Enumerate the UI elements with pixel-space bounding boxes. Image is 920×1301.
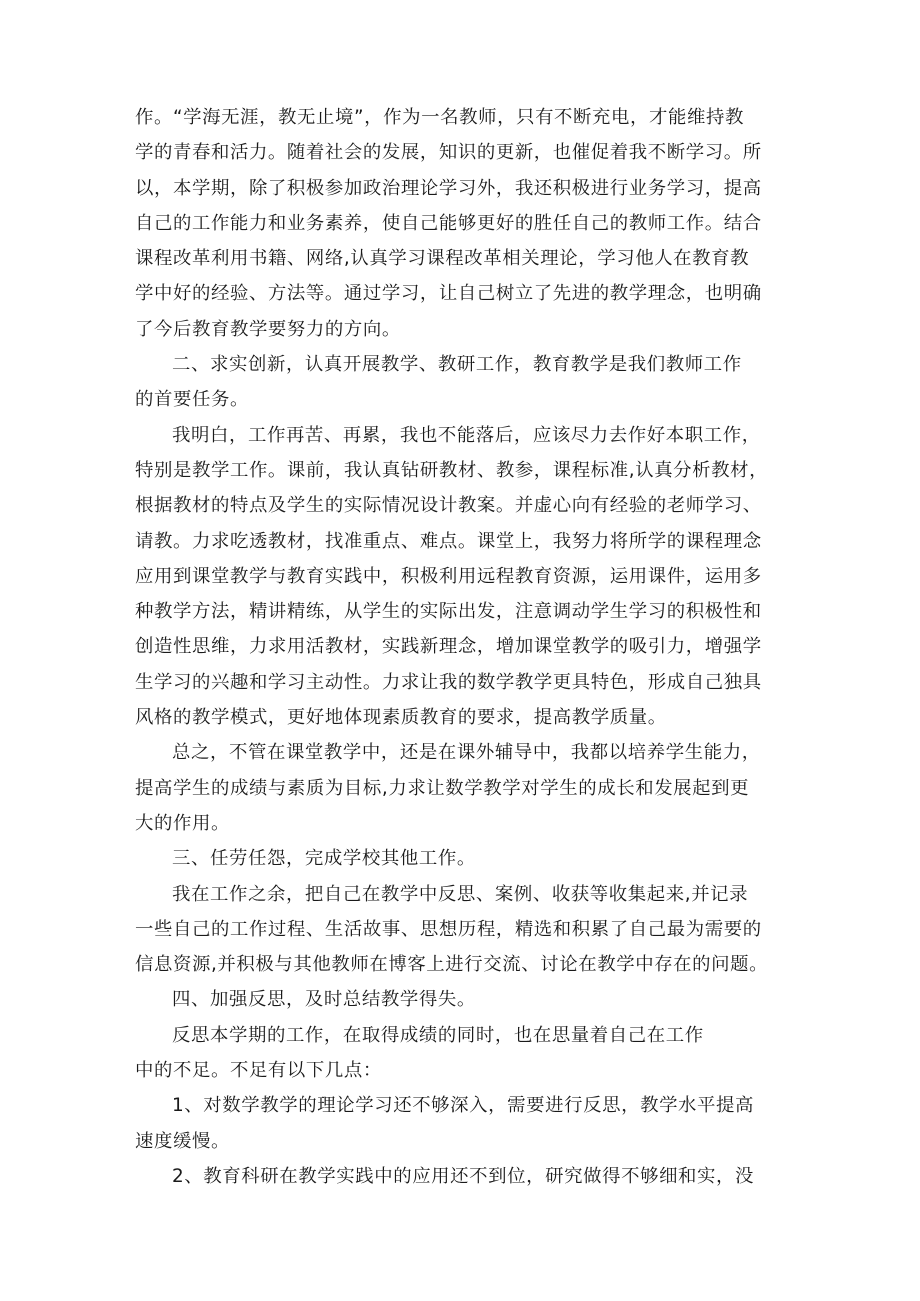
section-heading-4: [135, 982, 790, 1017]
text-line: 自己的工作能力和业务素养，使自己能够更好的胜任自己的教师工作。结合: [135, 212, 762, 234]
text-line: 信息资源,并积极与其他教师在博客上进行交流、讨论在教学中存在的问题。: [135, 954, 769, 976]
text-line: 我明白，工作再苦、再累，我也不能落后，应该尽力去作好本职工作，: [172, 424, 761, 446]
document-body: [135, 100, 790, 1194]
text-line: 创造性思维，力求用活教材，实践新理念，增加课堂教学的吸引力，增强学: [135, 636, 762, 658]
text-line: 特别是教学工作。课前，我认真钻研教材、教参，课程标准,认真分析教材，: [135, 459, 769, 481]
text-line: 大的作用。: [135, 812, 230, 834]
text-line: 一些自己的工作过程、生活故事、思想历程，精选和积累了自己最为需要的: [135, 918, 762, 940]
text-line: 提高学生的成绩与素质为目标,力求让数学教学对学生的成长和发展起到更: [135, 777, 750, 799]
text-line: 课程改革利用书籍、网络,认真学习课程改革相关理论，学习他人在教育教: [135, 248, 750, 270]
text-line: 应用到课堂教学与教育实践中，积极利用远程教育资源，运用课件，运用多: [135, 565, 762, 587]
text-line: 总之，不管在课堂教学中，还是在课外辅导中，我都以培养学生能力，: [172, 742, 761, 764]
text-line: 四、加强反思，及时总结教学得失。: [172, 989, 476, 1011]
section-heading-2: [135, 347, 790, 418]
text-line: 风格的教学模式，更好地体现素质教育的要求，提高教学质量。: [135, 707, 667, 729]
text-line: 2、教育科研在教学实践中的应用还不到位，研究做得不够细和实，没: [172, 1165, 755, 1187]
text-line: 的首要任务。: [135, 389, 249, 411]
list-item-1: [135, 1088, 790, 1159]
paragraph-reflection: [135, 1018, 790, 1089]
paragraph-summary: [135, 735, 790, 841]
text-line: 根据教材的特点及学生的实际情况设计教案。并虚心向有经验的老师学习、: [135, 495, 762, 517]
text-line: 速度缓慢。: [135, 1130, 230, 1152]
section-heading-3: [135, 841, 790, 876]
paragraph-teaching: [135, 418, 790, 736]
text-line: 请教。力求吃透教材，找准重点、难点。课堂上，我努力将所学的课程理念: [135, 530, 762, 552]
text-line: 以，本学期，除了积极参加政治理论学习外，我还积极进行业务学习，提高: [135, 177, 762, 199]
text-line: 1、对数学教学的理论学习还不够深入，需要进行反思，教学水平提高: [172, 1095, 755, 1117]
text-line: 反思本学期的工作，在取得成绩的同时，也在思量着自己在工作: [172, 1024, 704, 1046]
text-line: 生学习的兴趣和学习主动性。力求让我的数学教学更具特色，形成自己独具: [135, 671, 762, 693]
text-line: 我在工作之余，把自己在教学中反思、案例、收获等收集起来,并记录: [172, 883, 749, 905]
text-line: 三、任劳任怨，完成学校其他工作。: [172, 848, 476, 870]
text-line: 二、求实创新，认真开展教学、教研工作，教育教学是我们教师工作: [172, 354, 742, 376]
list-item-2: [135, 1159, 790, 1194]
paragraph-other-work: [135, 877, 790, 983]
text-line: 作。“学海无涯，教无止境”，作为一名教师，只有不断充电，才能维持教: [135, 107, 744, 128]
text-line: 了今后教育教学要努力的方向。: [135, 318, 401, 340]
text-line: 种教学方法，精讲精练，从学生的实际出发，注意调动学生学习的积极性和: [135, 601, 762, 623]
text-line: 学的青春和活力。随着社会的发展，知识的更新，也催促着我不断学习。所: [135, 142, 762, 164]
paragraph-learning: [135, 100, 790, 347]
text-line: 中的不足。不足有以下几点：: [135, 1060, 382, 1082]
text-line: 学中好的经验、方法等。通过学习，让自己树立了先进的教学理念，也明确: [135, 283, 762, 305]
